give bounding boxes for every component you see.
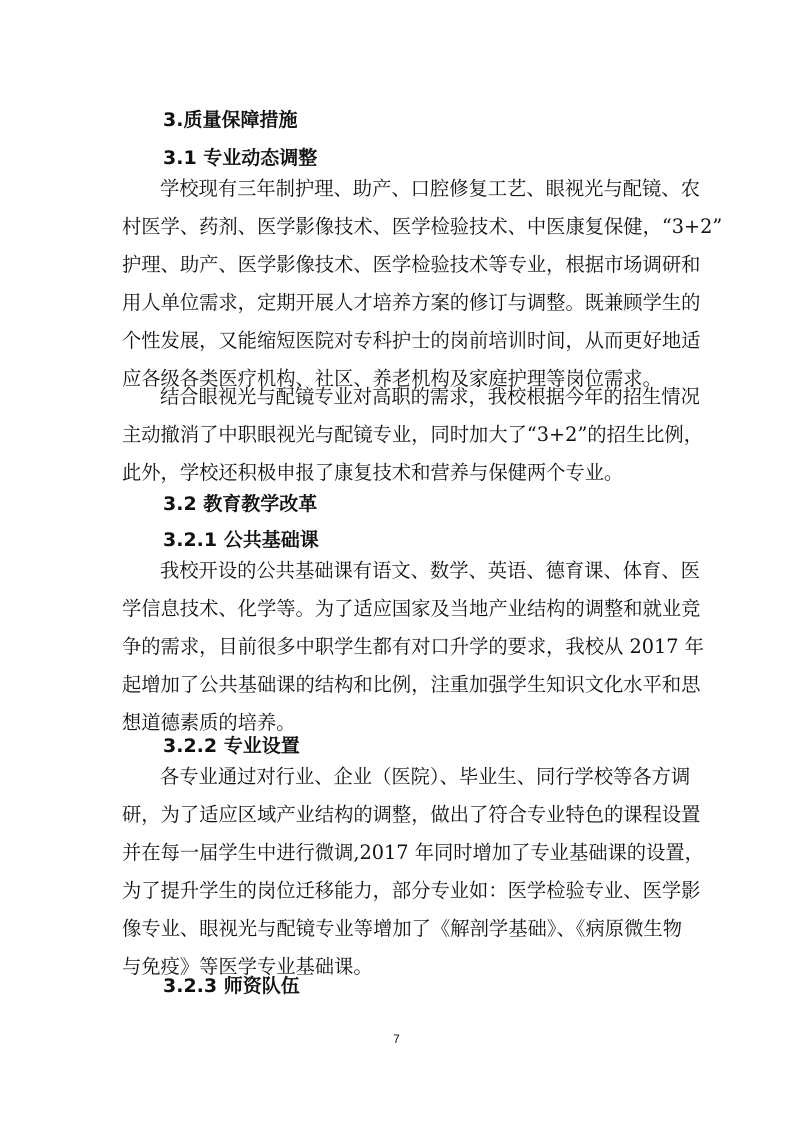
text-line: 主动撤消了中职眼视光与配镜专业，同时加大了“3+2”的招生比例，: [122, 423, 703, 446]
text-line: 我校开设的公共基础课有语文、数学、英语、德育课、体育、医: [160, 559, 700, 582]
text-line: 用人单位需求，定期开展人才培养方案的修订与调整。既兼顾学生的: [122, 291, 701, 314]
section-3-2-1-heading: 3.2.1 公共基础课: [163, 529, 319, 551]
section-3-1-paragraph-1: [122, 170, 723, 398]
section-3-2-1-paragraph: [122, 552, 704, 742]
section-3-2-3-heading: 3.2.3 师资队伍: [163, 975, 300, 997]
section-3-1-heading: 3.1 专业动态调整: [163, 147, 318, 169]
section-3-2-2-paragraph: [122, 758, 704, 986]
text-line: 结合眼视光与配镜专业对高职的需求，我校根据今年的招生情况: [160, 385, 700, 408]
text-line: 并在每一届学生中进行微调,2017 年同时增加了专业基础课的设置，: [122, 841, 704, 864]
text-line: 学校现有三年制护理、助产、口腔修复工艺、眼视光与配镜、农: [160, 177, 700, 200]
text-line: 村医学、药剂、医学影像技术、医学检验技术、中医康复保健，“3+2”: [122, 215, 723, 238]
section-3-2-2-heading: 3.2.2 专业设置: [163, 735, 300, 757]
section-3-heading: 3.质量保障措施: [163, 109, 298, 131]
text-line: 起增加了公共基础课的结构和比例，注重加强学生知识文化水平和思: [122, 673, 701, 696]
text-line: 应各级各类医疗机构、社区、养老机构及家庭护理等岗位需求。: [122, 367, 662, 390]
text-line: 此外，学校还积极申报了康复技术和营养与保健两个专业。: [122, 461, 624, 484]
text-line: 各专业通过对行业、企业（医院）、毕业生、同行学校等各方调: [160, 765, 691, 788]
text-line: 学信息技术、化学等。为了适应国家及当地产业结构的调整和就业竞: [122, 597, 701, 620]
section-3-1-paragraph-2: [122, 378, 703, 492]
text-line: 争的需求，目前很多中职学生都有对口升学的要求，我校从 2017 年: [122, 635, 704, 658]
text-line: 想道德素质的培养。: [122, 711, 296, 734]
text-line: 为了提升学生的岗位迁移能力，部分专业如：医学检验专业、医学影: [122, 879, 701, 902]
page-number: 7: [393, 1032, 400, 1046]
text-line: 护理、助产、医学影像技术、医学检验技术等专业，根据市场调研和: [122, 253, 701, 276]
text-line: 研，为了适应区域产业结构的调整，做出了符合专业特色的课程设置: [122, 803, 701, 826]
section-3-2-heading: 3.2 教育教学改革: [163, 493, 318, 515]
text-line: 像专业、眼视光与配镜专业等增加了《解剖学基础》、《病原微生物: [122, 917, 682, 940]
text-line: 个性发展，又能缩短医院对专科护士的岗前培训时间，从而更好地适: [122, 329, 701, 352]
text-line: 与免疫》等医学专业基础课。: [122, 955, 373, 978]
